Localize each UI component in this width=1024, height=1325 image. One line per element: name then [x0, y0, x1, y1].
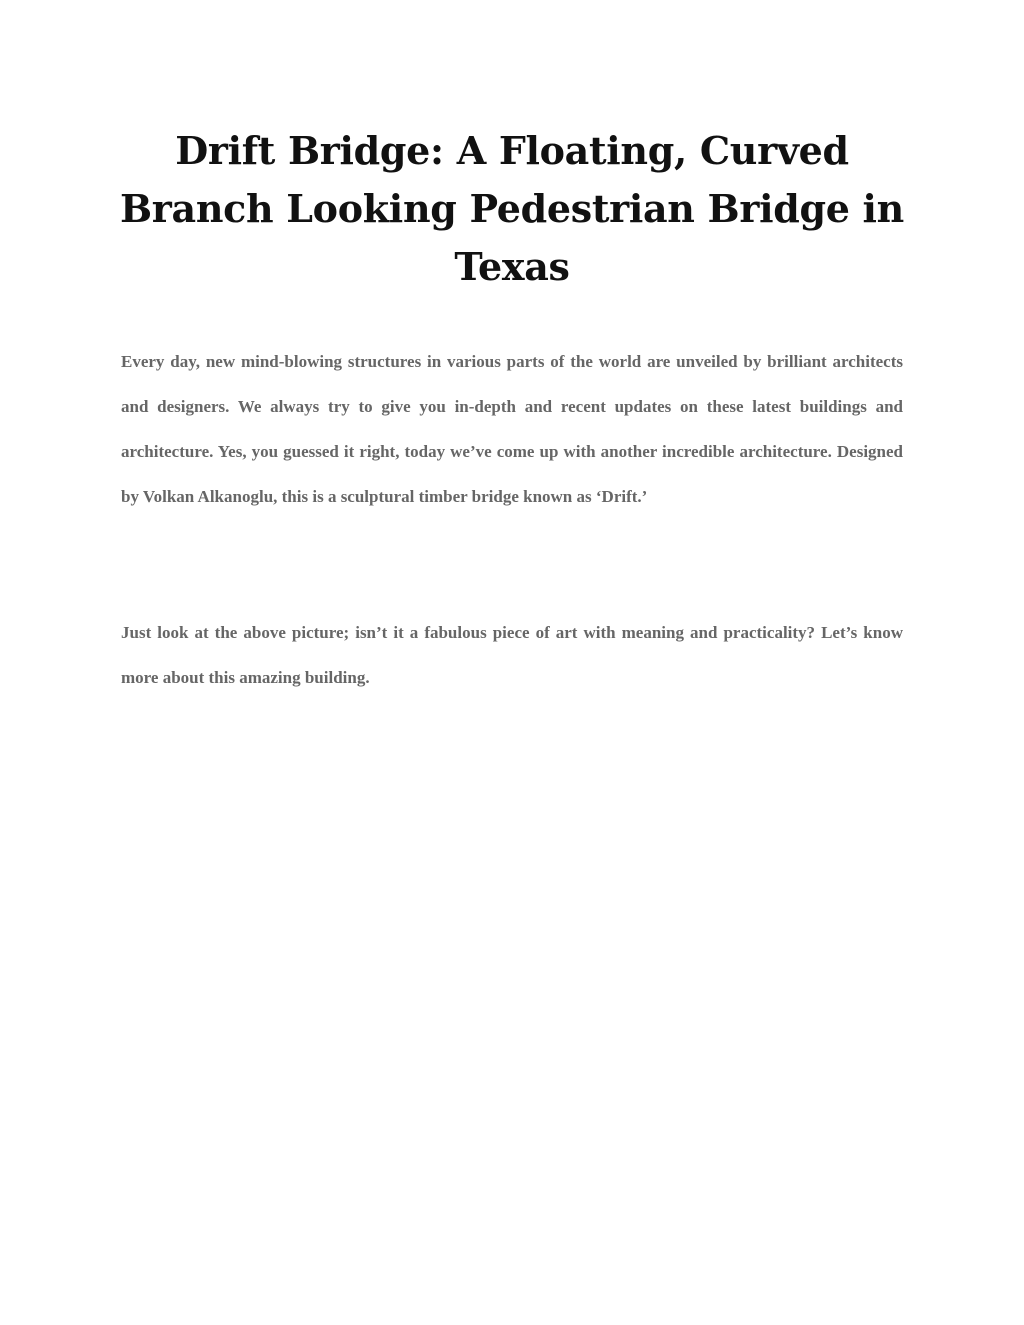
page-title: Drift Bridge: A Floating, Curved Branch Looking Pedestrian Bridge in Texas	[119, 128, 905, 289]
second-paragraph: Just look at the above picture; isn’t it a fabulous piece of art with meaning and practicality? Let’s know more about this amazing building.	[121, 623, 903, 687]
intro-paragraph: Every day, new mind-blowing structures in various parts of the world are unveiled by brilliant architects and designers. We always try to give you in-depth and recent updates on these latest buildings and architecture. Yes, you guessed it right, today we’ve come up with another incredible architecture. Designed by Volkan Alkanoglu, this is a sculptural timber bridge known as ‘Drift.’	[121, 352, 903, 506]
